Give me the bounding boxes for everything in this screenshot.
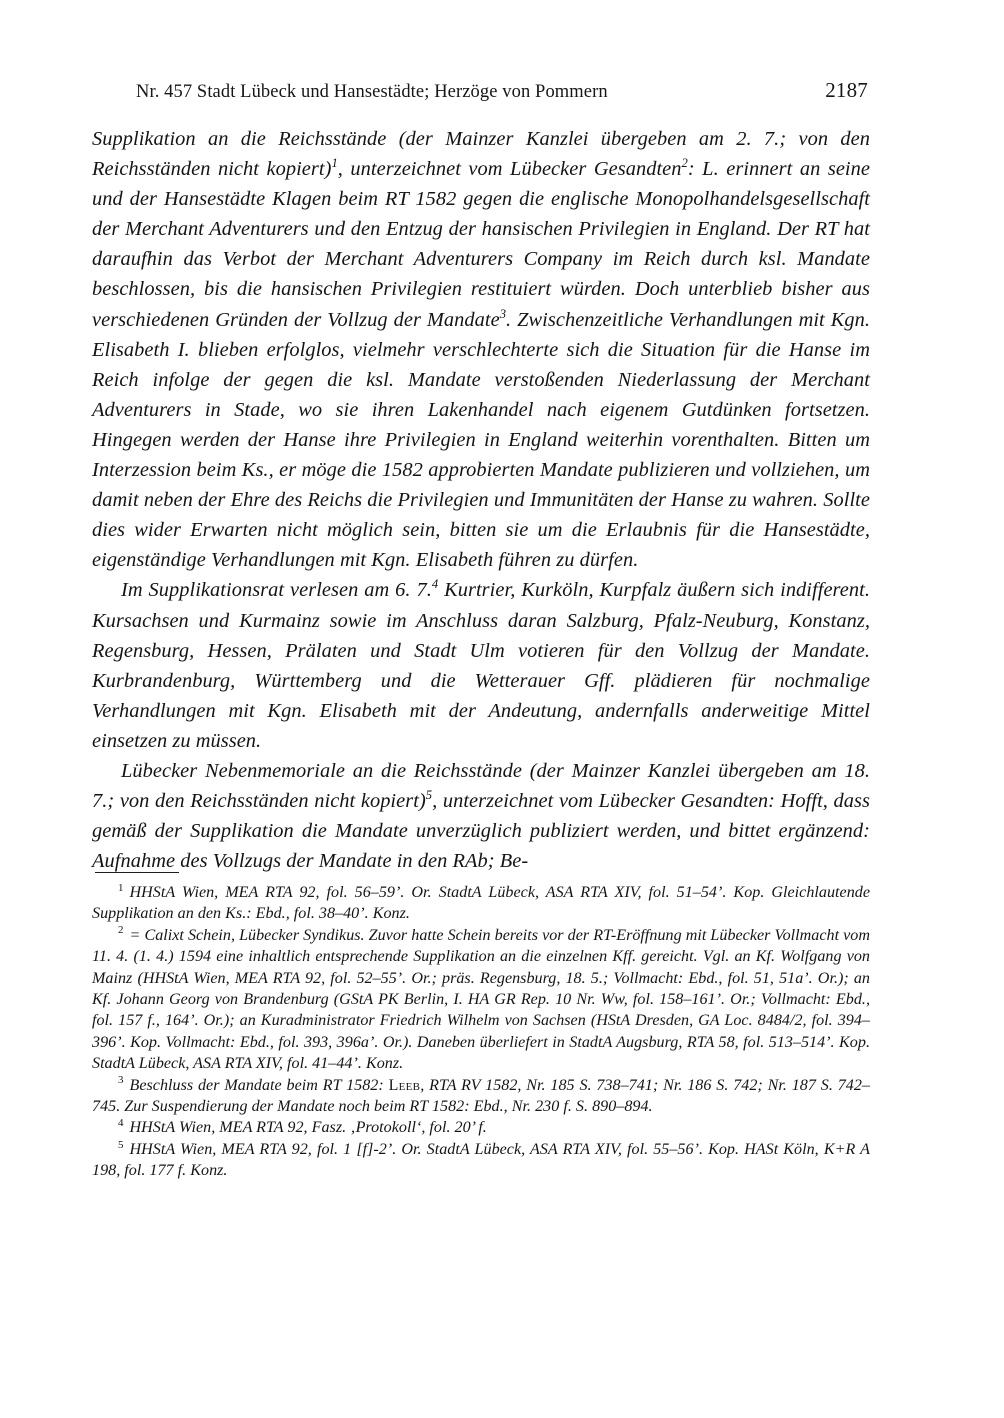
footnote-apparatus <box>92 872 870 1182</box>
footnote-reference[interactable]: 2 <box>681 156 688 171</box>
footnote-5: $^5$ HHStA Wien, MEA RTA 92, fol. 1 [f]-2’. Or. StadtA Lübeck, ASA RTA XIV, fol. 55–56’. Kop. HASt Köln, K+R A 198, fol. 177 f. Konz. <box>92 1138 870 1180</box>
footnote-reference[interactable]: 1 <box>331 156 338 171</box>
page-number: 2187 <box>825 78 868 102</box>
footnote-4: $^4$ HHStA Wien, MEA RTA 92, Fasz. ‚Protokoll‘, fol. 20’ f. <box>118 1117 487 1137</box>
footnote-1: $^1$ HHStA Wien, MEA RTA 92, fol. 56–59’. Or. StadtA Lübeck, ASA RTA XIV, fol. 51–54’. Kop. Gleichlautende Supplikation an den Ks.: Ebd., fol. 38–40’. Konz. <box>92 881 870 923</box>
footnote-reference[interactable]: 4 <box>431 577 439 592</box>
body-paragraph-supplikationsrat: Im Supplikationsrat verlesen am 6. 7.$^4$ Kurtrier, Kurköln, Kurpfalz äußern sich indifferent. Kursachsen und Kurmainz sowie im Anschluss daran Salzburg, Pfalz-Neuburg, Konstanz, Regensburg, Hessen, Prälaten und Stadt Ulm votieren für den Vollzug der Mandate. Kurbrandenburg, Württemberg und die Wetterauer Gff. plädieren für nochmalige Verhandlungen mit Kgn. Elisabeth mit der Andeutung, andernfalls anderweitige Mittel einsetzen zu müssen. <box>92 577 870 752</box>
footnote-reference[interactable]: 3 <box>499 306 507 321</box>
running-head <box>136 78 868 104</box>
body-text-block <box>92 124 870 876</box>
footnote-number[interactable]: 2 <box>118 924 124 937</box>
footnote-number[interactable]: 4 <box>118 1117 124 1130</box>
running-head-title: Nr. 457 Stadt Lübeck und Hansestädte; Herzöge von Pommern <box>136 82 608 102</box>
body-paragraph-nebenmemoriale: Lübecker Nebenmemoriale an die Reichsstände (der Mainzer Kanzlei übergeben am 18. 7.; von den Reichsständen nicht kopiert)$^5$, unterzeichnet vom Lübecker Gesandten: Hofft, dass gemäß der Supplikation die Mandate unverzüglich publiziert werden, und bittet ergänzend: Aufnahme des Vollzugs der Mandate in den RAb; Be- <box>92 759 870 873</box>
footnote-list <box>92 882 870 1182</box>
footnote-number[interactable]: 5 <box>118 1138 124 1151</box>
footnote-separator-rule <box>95 872 179 873</box>
footnote-number[interactable]: 1 <box>118 881 124 894</box>
body-paragraph-supplikation: Supplikation an die Reichsstände (der Mainzer Kanzlei übergeben am 2. 7.; von den Reichsständen nicht kopiert)$^1$, unterzeichnet vom Lübecker Gesandten$^2$: L. erinnert an seine und der Hansestädte Klagen beim RT 1582 gegen die englische Monopolhandelsgesellschaft der Merchant Adventurers und den Entzug der hansischen Privilegien in England. Der RT hat daraufhin das Verbot der Merchant Adventurers Company im Reich durch ksl. Mandate beschlossen, bis die hansischen Privilegien restituiert würden. Doch unterblieb bisher aus verschiedenen Gründen der Vollzug der Mandate$^3$. Zwischenzeitliche Verhandlungen mit Kgn. Elisabeth I. blieben erfolglos, vielmehr verschlechterte sich die Situation für die Hanse im Reich infolge der gegen die ksl. Mandate verstoßenden Niederlassung der Merchant Adventurers in Stade, wo sie ihren Lakenhandel nach eigenem Gutdünken fortsetzen. Hingegen werden der Hanse ihre Privilegien in England weiterhin vorenthalten. Bitten um Interzession beim Ks., er möge die 1582 approbierten Mandate publizieren und vollziehen, um damit neben der Ehre des Reichs die Privilegien und Immunitäten der Hanse zu wahren. Sollte dies wider Erwarten nicht möglich sein, bitten sie um die Erlaubnis für die Hansestädte, eigenständige Verhandlungen mit Kgn. Elisabeth führen zu dürfen. <box>92 128 871 572</box>
footnote-number[interactable]: 3 <box>118 1074 124 1087</box>
footnote-2: $^2$ = Calixt Schein, Lübecker Syndikus. Zuvor hatte Schein bereits vor der RT-Eröffnung mit Lübecker Vollmacht vom 11. 4. (1. 4.) 1594 eine inhaltlich entsprechende Supplikation an die einzelnen Kff. gereicht. Vgl. an Kf. Wolfgang von Mainz (HHStA Wien, MEA RTA 92, fol. 52–55’. Or.; präs. Regensburg, 18. 5.; Vollmacht: Ebd., fol. 51, 51a’. Or.); an Kf. Johann Georg von Brandenburg (GStA PK Berlin, I. HA GR Rep. 10 Nr. Ww, fol. 158–161’. Or.; Vollmacht: Ebd., fol. 157 f., 164’. Or.); an Kuradministrator Friedrich Wilhelm von Sachsen (HStA Dresden, GA Loc. 8484/2, fol. 394–396’. Kop. Vollmacht: Ebd., fol. 393, 396a’. Or.). Daneben überliefert in StadtA Augsburg, RTA 58, fol. 513–514’. Kop. StadtA Lübeck, ASA RTA XIV, fol. 41–44’. Konz. <box>92 924 870 1073</box>
small-caps-name: Leeb <box>388 1076 421 1094</box>
footnote-reference[interactable]: 5 <box>425 788 433 803</box>
footnote-3: $^3$ Beschluss der Mandate beim RT 1582: Leeb, RTA RV 1582, Nr. 185 S. 738–741; Nr. 186 S. 742; Nr. 187 S. 742–745. Zur Suspendierung der Mandate noch beim RT 1582: Ebd., Nr. 230 f. S. 890–894. <box>92 1074 870 1116</box>
